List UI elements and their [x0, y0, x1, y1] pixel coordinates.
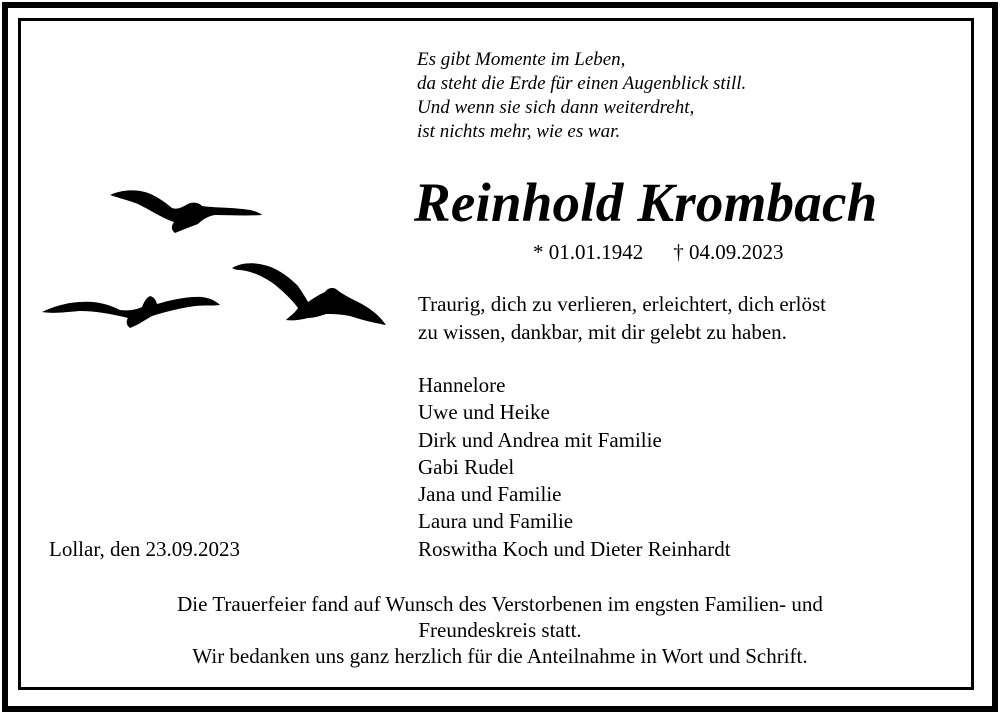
family-member: Hannelore: [418, 373, 506, 397]
death-date: † 04.09.2023: [673, 240, 784, 264]
poem-line: Es gibt Momente im Leben,: [417, 49, 626, 70]
bird-icon: [42, 296, 220, 328]
notice-line: Freundeskreis statt.: [418, 618, 582, 642]
family-member: Laura und Familie: [418, 509, 574, 534]
notice-line: Die Trauerfeier fand auf Wunsch des Verstorbenen im engsten Familien- und: [177, 592, 823, 616]
life-dates: [533, 240, 784, 265]
family-member: Gabi Rudel: [418, 454, 515, 479]
mourning-text: [418, 290, 826, 346]
birth-date: * 01.01.1942: [533, 240, 644, 264]
poem: [417, 48, 746, 144]
poem-line: ist nichts mehr, wie es war.: [417, 121, 621, 142]
deceased-name: Reinhold Krombach: [414, 172, 878, 233]
flying-birds-icon: [40, 180, 390, 340]
bird-icon: [110, 190, 262, 233]
bird-icon: [232, 263, 386, 325]
family-member: Uwe und Heike: [418, 400, 550, 425]
family-member: Roswitha Koch und Dieter Reinhardt: [418, 536, 731, 561]
mourning-line: Traurig, dich zu verlieren, erleichtert, dich erlöst: [418, 292, 826, 316]
poem-line: Und wenn sie sich dann weiterdreht,: [417, 97, 695, 118]
notice-line: Wir bedanken uns ganz herzlich für die Anteilnahme in Wort und Schrift.: [192, 644, 808, 668]
funeral-notice: [40, 591, 960, 669]
family-member: Jana und Familie: [418, 482, 562, 507]
family-member: Dirk und Andrea mit Familie: [418, 427, 662, 452]
poem-line: da steht die Erde für einen Augenblick still.: [417, 73, 747, 94]
place-and-date: Lollar, den 23.09.2023: [49, 537, 241, 561]
mourning-line: zu wissen, dankbar, mit dir gelebt zu haben.: [418, 320, 787, 344]
family-list: [418, 372, 731, 563]
